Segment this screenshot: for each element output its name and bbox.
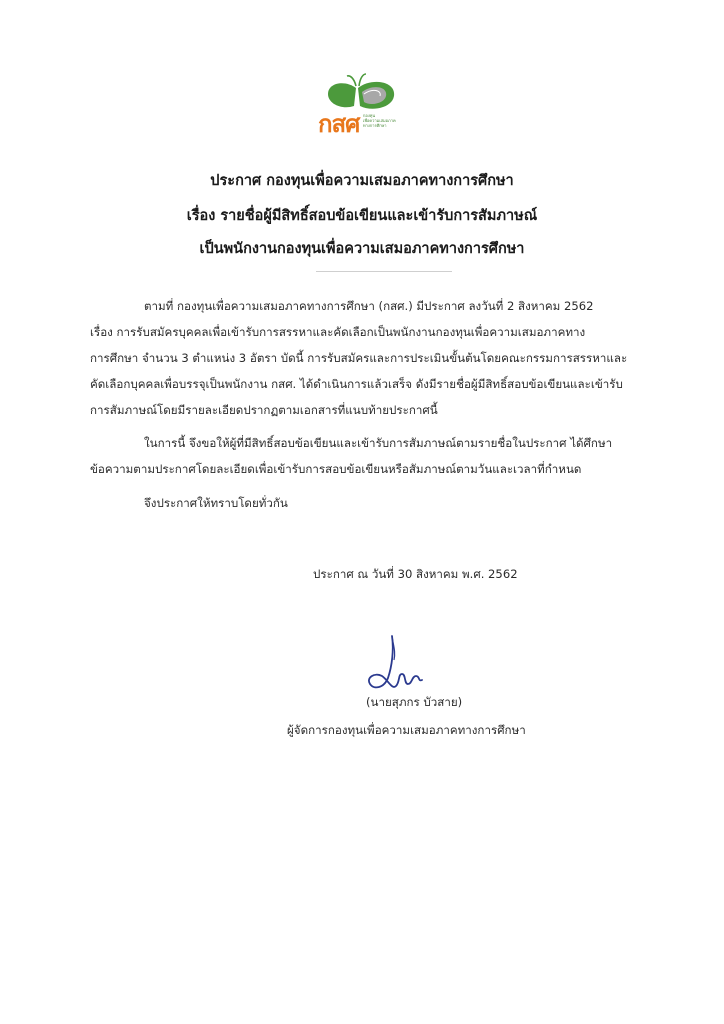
paragraph-line: ตามที่ กองทุนเพื่อความเสมอภาคทางการศึกษา (กสศ.) มีประกาศ ลงวันที่ 2 สิงหาคม 2562 (144, 299, 594, 313)
body-paragraph-1 (90, 293, 670, 423)
signer-name: (นายสุภกร บัวสาย) (366, 695, 463, 709)
announcement-subject-continued: เป็นพนักงานกองทุนเพื่อความเสมอภาคทางการศึกษา (199, 241, 525, 257)
organization-logo (318, 72, 402, 154)
logo-subtitle (363, 113, 405, 128)
announcement-subject: เรื่อง รายชื่อผู้มีสิทธิ์สอบข้อเขียนและเข้ารับการสัมภาษณ์ (186, 208, 538, 224)
body-paragraph-2 (90, 430, 670, 482)
paragraph-line: ในการนี้ จึงขอให้ผู้ที่มีสิทธิ์สอบข้อเขียนและเข้ารับการสัมภาษณ์ตามรายชื่อในประกาศ ได้ศึกษา (144, 436, 613, 450)
signer-title: ผู้จัดการกองทุนเพื่อความเสมอภาคทางการศึกษา (287, 723, 526, 737)
logo-subtitle-line: กองทุน (363, 113, 376, 118)
logo-subtitle-line: ทางการศึกษา (363, 123, 387, 128)
logo-wordmark: กสศ (318, 110, 360, 138)
announcement-title: ประกาศ กองทุนเพื่อความเสมอภาคทางการศึกษา (210, 173, 514, 189)
logo-subtitle-line: เพื่อความเสมอภาค (363, 118, 396, 123)
paragraph-line: คัดเลือกบุคคลเพื่อบรรจุเป็นพนักงาน กสศ. ได้ดำเนินการแล้วเสร็จ ดังมีรายชื่อผู้มีสิทธิ์สอบข้อเขียนและเข้ารับ (90, 377, 623, 391)
paragraph-line: ข้อความตามประกาศโดยละเอียดเพื่อเข้ารับการสอบข้อเขียนหรือสัมภาษณ์ตามวันและเวลาที่กำหนด (90, 462, 582, 476)
paragraph-line: การศึกษา จำนวน 3 ตำแหน่ง 3 อัตรา บัดนี้ การรับสมัครและการประเมินขั้นต้นโดยคณะกรรมการสรรหาและ (90, 351, 628, 365)
body-paragraph-3 (90, 490, 670, 516)
announcement-date: ประกาศ ณ วันที่ 30 สิงหาคม พ.ศ. 2562 (313, 567, 518, 581)
header-divider (316, 271, 452, 272)
paragraph-line: การสัมภาษณ์โดยมีรายละเอียดปรากฏตามเอกสารที่แนบท้ายประกาศนี้ (90, 403, 438, 417)
paragraph-line: จึงประกาศให้ทราบโดยทั่วกัน (144, 496, 288, 510)
paragraph-line: เรื่อง การรับสมัครบุคคลเพื่อเข้ารับการสรรหาและคัดเลือกเป็นพนักงานกองทุนเพื่อความเสมอภาคทาง (90, 325, 586, 339)
